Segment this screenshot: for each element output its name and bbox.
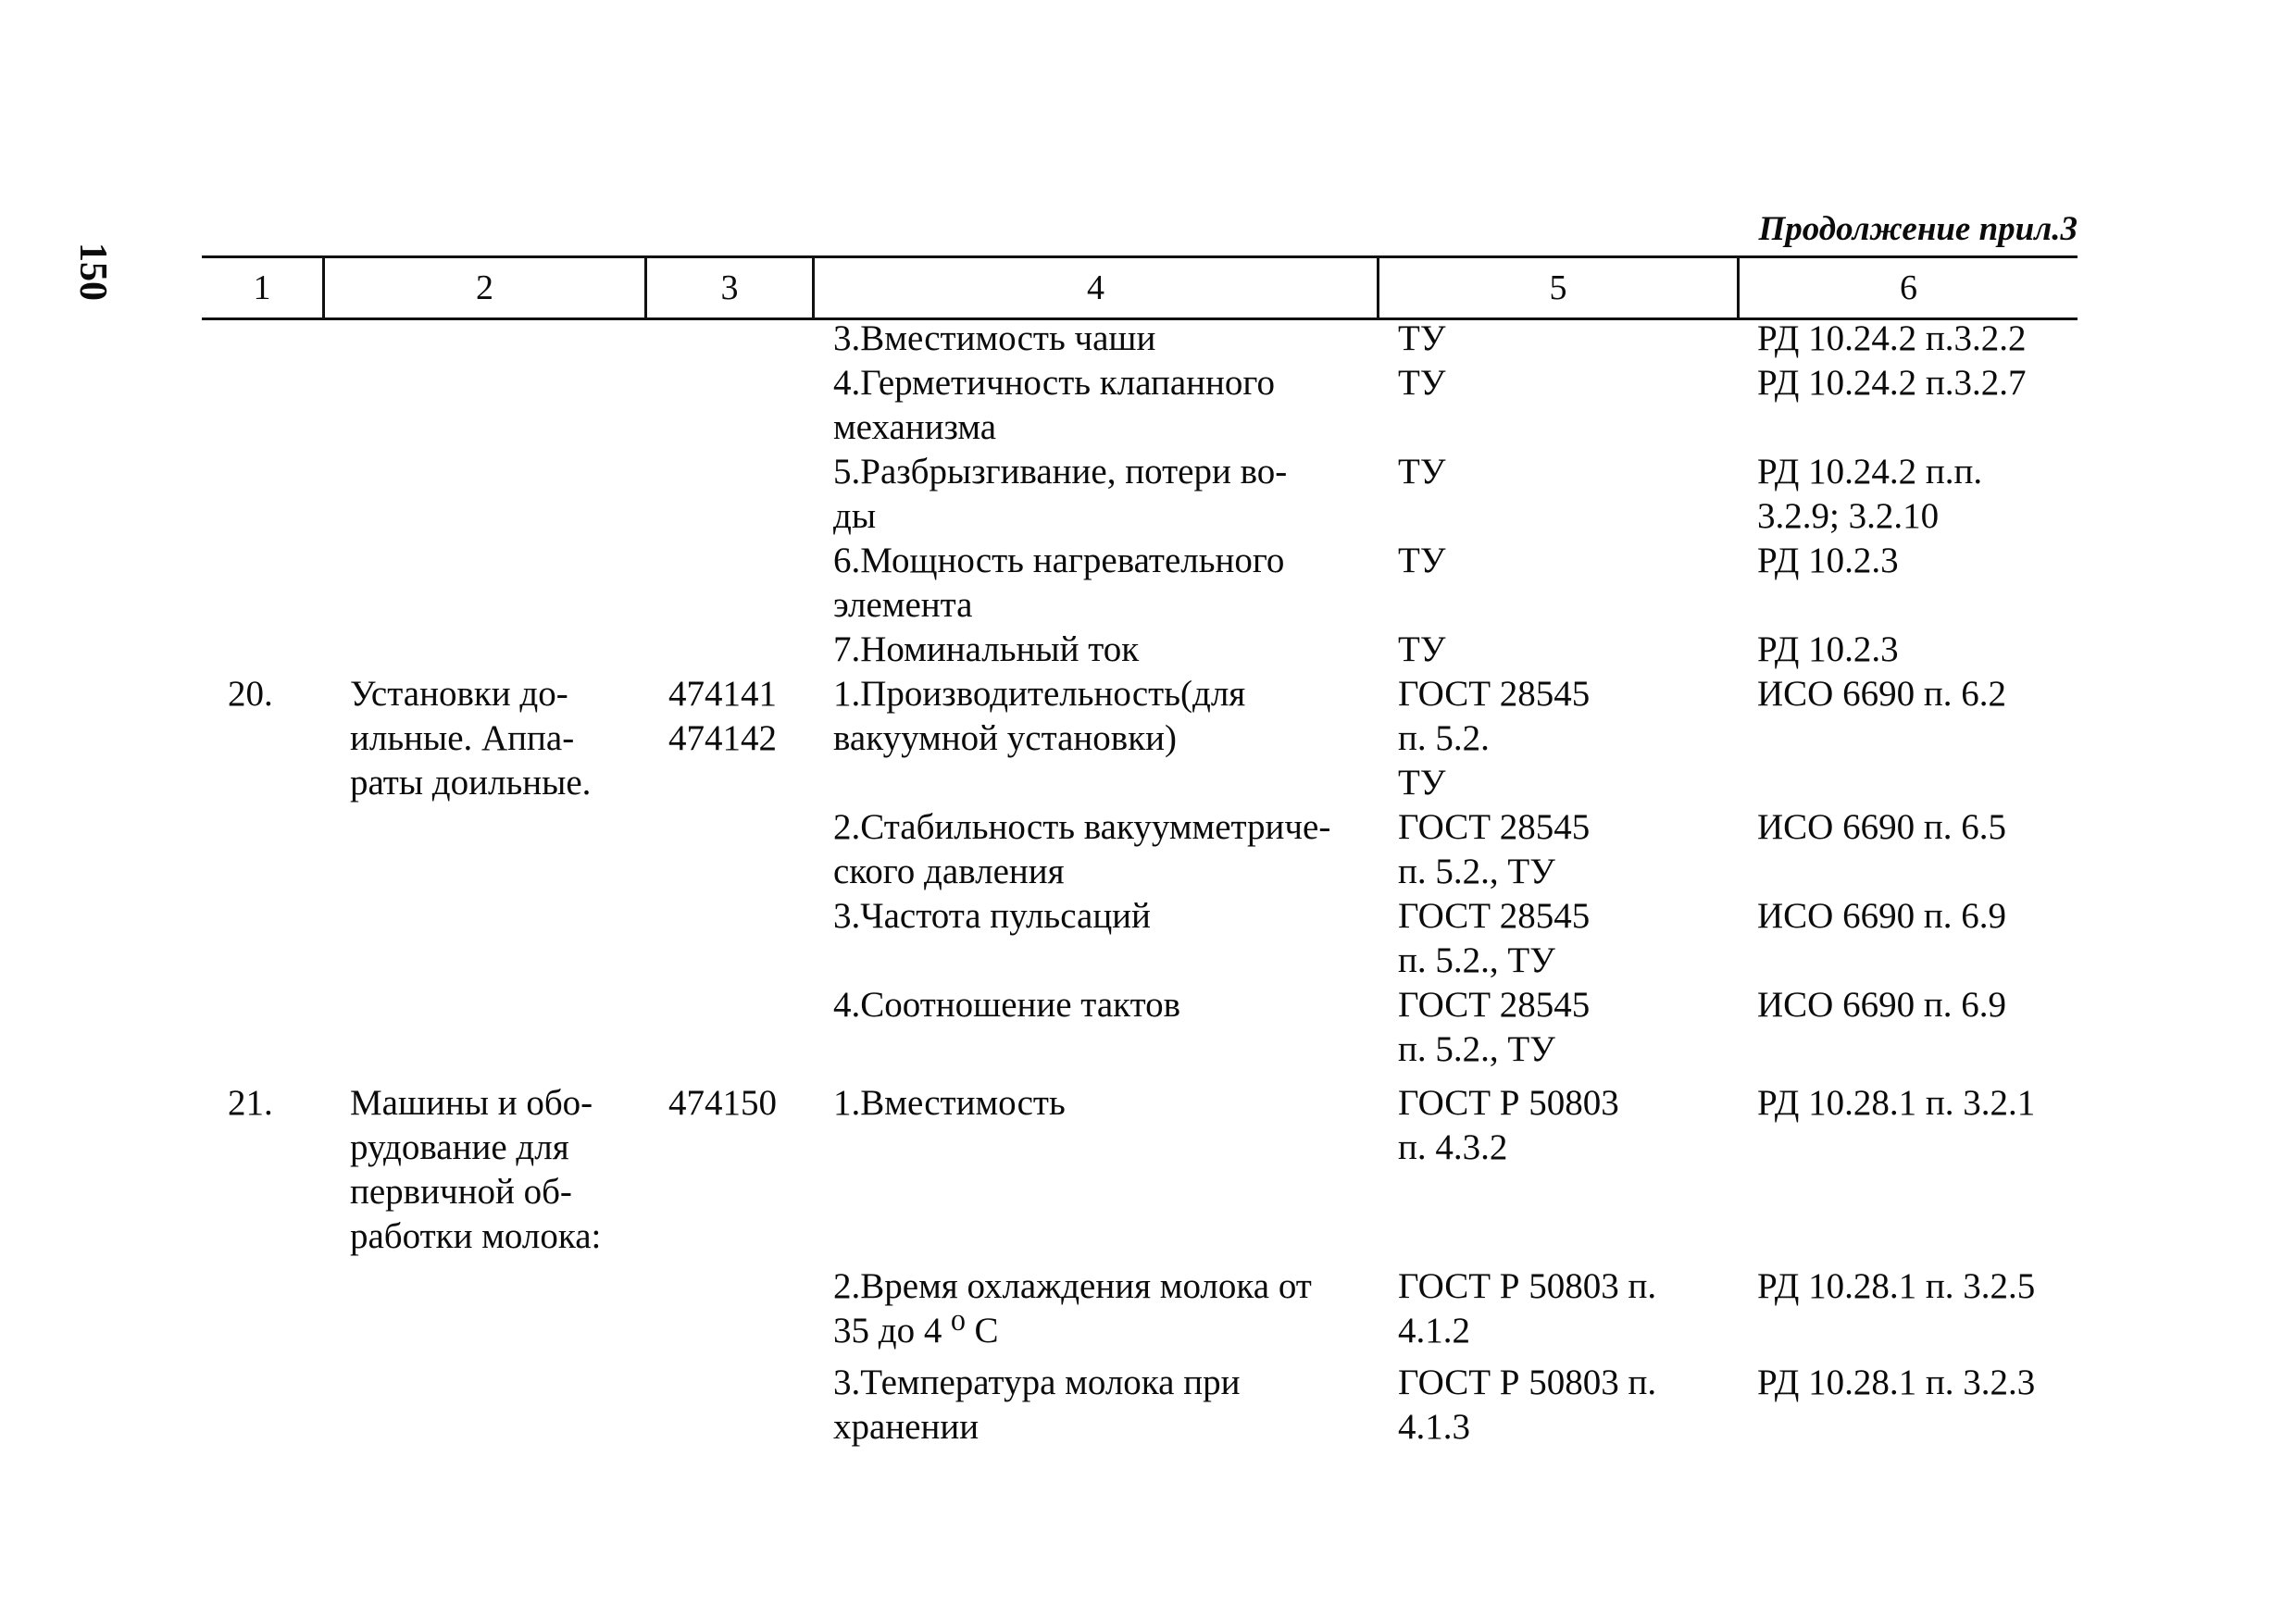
equipment-code: 474150: [668, 1083, 777, 1123]
header-col-3: 3: [720, 268, 739, 307]
row-number: 20.: [228, 674, 273, 714]
test-method: РД 10.24.2 п.3.2.7: [1757, 363, 2027, 403]
parameter: 5.Разбрызгивание, потери во- ды: [833, 452, 1288, 536]
test-method: РД 10.28.1 п. 3.2.1: [1757, 1083, 2036, 1123]
header-col-5: 5: [1549, 268, 1567, 307]
test-requirement: ГОСТ 28545 п. 5.2., ТУ: [1398, 807, 1591, 891]
header-col-4: 4: [1087, 268, 1104, 307]
header-col-1: 1: [253, 268, 271, 307]
parameter: 3.Температура молока при хранении: [833, 1363, 1241, 1447]
test-requirement: ТУ: [1398, 541, 1446, 580]
parameter: 4.Герметичность клапанного механизма: [833, 363, 1275, 447]
test-requirement: ГОСТ Р 50803 п. 4.1.3: [1398, 1363, 1657, 1447]
parameter: 2.Стабильность вакуумметриче- ского давления: [833, 807, 1331, 891]
test-method: РД 10.2.3: [1757, 629, 1899, 669]
test-requirement: ГОСТ 28545 п. 5.2., ТУ: [1398, 896, 1591, 980]
test-method: ИСО 6690 п. 6.9: [1757, 896, 2006, 936]
test-method: РД 10.24.2 п.п. 3.2.9; 3.2.10: [1757, 452, 1983, 536]
test-method: ИСО 6690 п. 6.2: [1757, 674, 2006, 714]
parameter: 1.Производительность(для вакуумной установки): [833, 674, 1246, 758]
test-method: ИСО 6690 п. 6.9: [1757, 985, 2006, 1025]
parameter: 7.Номинальный ток: [833, 629, 1140, 669]
parameter: 6.Мощность нагревательного элемента: [833, 541, 1285, 625]
parameter: 1.Вместимость: [833, 1083, 1066, 1123]
test-requirement: ГОСТ Р 50803 п. 4.3.2: [1398, 1083, 1619, 1167]
test-requirement: ТУ: [1398, 363, 1446, 403]
equipment-name: Установки до- ильные. Аппа- раты доильные.: [350, 674, 592, 803]
test-requirement: ТУ: [1398, 318, 1446, 358]
parameter: 3.Частота пульсаций: [833, 896, 1151, 936]
parameter: 3.Вместимость чаши: [833, 318, 1156, 358]
test-method: ИСО 6690 п. 6.5: [1757, 807, 2006, 847]
parameter: 2.Время охлаждения молока от 35 до 4 ⁰ С: [833, 1266, 1312, 1350]
test-method: РД 10.2.3: [1757, 541, 1899, 580]
test-method: РД 10.28.1 п. 3.2.5: [1757, 1266, 2036, 1306]
test-requirement: ГОСТ 28545 п. 5.2., ТУ: [1398, 985, 1591, 1069]
test-requirement: ГОСТ Р 50803 п. 4.1.2: [1398, 1266, 1657, 1350]
equipment-code: 474141 474142: [668, 674, 777, 758]
test-method: РД 10.28.1 п. 3.2.3: [1757, 1363, 2036, 1402]
header-col-2: 2: [476, 268, 493, 307]
equipment-name: Машины и обо- рудование для первичной об- работки молока:: [350, 1083, 602, 1256]
header-col-6: 6: [1900, 268, 1917, 307]
test-requirement: ТУ: [1398, 629, 1446, 669]
test-requirement: ТУ: [1398, 452, 1446, 492]
continuation-label: Продолжение прил.3: [1758, 210, 2078, 248]
test-requirement: ГОСТ 28545 п. 5.2. ТУ: [1398, 674, 1591, 803]
page-number: 150: [71, 243, 114, 301]
table-header: [202, 255, 2078, 320]
row-number: 21.: [228, 1083, 273, 1123]
test-method: РД 10.24.2 п.3.2.2: [1757, 318, 2027, 358]
parameter: 4.Соотношение тактов: [833, 985, 1181, 1025]
